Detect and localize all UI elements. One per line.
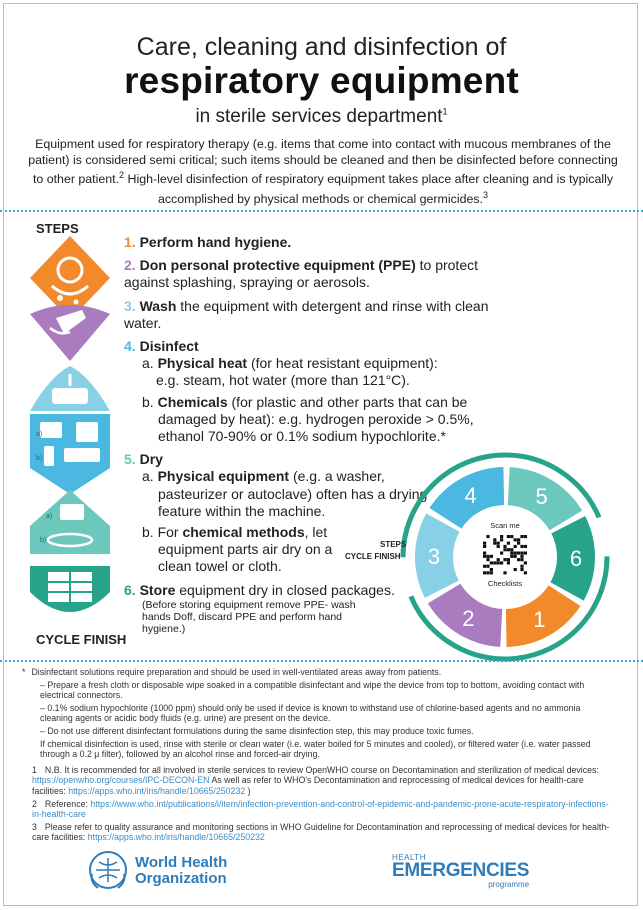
title-line-1: Care, cleaning and disinfection of <box>136 33 507 61</box>
step-2: 2. Don personal protective equipment (PPE) to protect against splashing, spraying or aerosols. <box>124 257 478 291</box>
svg-text:a): a) <box>46 513 53 520</box>
note-item: If chemical disinfection is used, rinse with sterile or clean water (i.e. water boiled for 5 minutes and cooled), or filtered water (i.e. water passed through a 0.2 μ filter), followed by an alcohol rinse and forced-air drying. <box>40 738 591 760</box>
wheel-number-3: 3 <box>427 543 441 569</box>
step-number: 5. <box>124 451 136 468</box>
footnote-1: 1 N.B. It is recommended for all involved in sterile services to review OpenWHO course on Decontamination and sterilization of medical devices: https://openwho.org/courses/IPC-DECON-EN As well as refer to WHO's Decontamination and reprocessing of medical devices for health-care facilities: https://apps.who.int/iris/handle/10665/250232 ) <box>32 764 599 796</box>
health-emergencies-logo: HEALTH EMERGENCIES programme <box>392 853 530 889</box>
step-5a: a. Physical equipment (e.g. a washer, pasteurizer or autoclave) often has a drying feature within the machine. <box>142 468 428 519</box>
scan-me-label: Scan me <box>490 521 520 530</box>
note-item: – 0.1% sodium hypochlorite (1000 ppm) should only be used if device is known to withstand use of chlorine-based agents and no ammonia cleaning agents or acidic body fluids (e.g. urine) are present on the device. <box>40 702 581 724</box>
who-logo-text: World Health Organization <box>135 854 228 887</box>
note-item: – Do not use different disinfectant formulations during the same disinfection step, this may produce toxic fumes. <box>40 725 474 736</box>
svg-text:b): b) <box>36 455 43 462</box>
disinfect-equipment-icon <box>30 414 110 494</box>
wheel-cycle-label: CYCLE FINISH <box>345 552 401 561</box>
divider-top <box>0 210 643 212</box>
store-cabinet-icon <box>30 566 110 612</box>
step-1: 1. Perform hand hygiene. <box>124 234 292 250</box>
wheel-number-4: 4 <box>464 482 477 508</box>
footnote-link[interactable]: https://www.who.int/publications/i/item/infection-prevention-and-control-of-epidemic-and-pandemic-prone-acute-respiratory-infections-in-health-care <box>32 798 609 820</box>
step-number: 3. <box>124 297 136 314</box>
cycle-finish-heading: CYCLE FINISH <box>36 632 127 647</box>
title-line-3: in sterile services department$^1$ <box>195 106 448 127</box>
note-item: – Prepare a fresh cloth or disposable wipe soaked in a compatible disinfectant and wipe the device from top to bottom, avoiding contact with electrical connectors. <box>40 679 585 701</box>
footnote-link[interactable]: https://openwho.org/courses/IPC-DECON-EN <box>32 775 210 786</box>
footnotes <box>22 667 612 845</box>
cycle-wheel <box>400 452 610 662</box>
divider-bottom <box>0 660 643 662</box>
step-5b: b. For chemical methods, let equipment parts air dry on a clean towel or cloth. <box>142 524 333 575</box>
footnote-3: 3 Please refer to quality assurance and monitoring sections in WHO Guideline for Decontamination and reprocessing of medical devices for health-care facilities: https://apps.who.int/iris/handle/10665/250232 <box>32 821 610 843</box>
wash-sink-icon <box>30 366 110 411</box>
step-4a-detail: e.g. steam, hot water (more than 121°C). <box>156 372 410 389</box>
footnote-2: 2 Reference: https://www.who.int/publications/i/item/infection-prevention-and-control-of-epidemic-and-pandemic-prone-acute-respiratory-infections-in-health-care <box>32 798 609 820</box>
svg-text:b): b) <box>40 537 47 544</box>
wheel-steps-label: STEPS <box>380 540 407 549</box>
footnote-link[interactable]: https://apps.who.int/iris/handle/10665/250232 <box>68 785 246 796</box>
step-number: 4. <box>124 338 136 355</box>
ref-mark: 1 <box>442 106 448 117</box>
step-4b: b. Chemicals (for plastic and other parts that can be damaged by heat): e.g. hydrogen peroxide > 0.5%, ethanol 70-90% or 0.1% sodium hypochlorite.* <box>142 393 474 445</box>
qr-code-icon <box>482 534 528 576</box>
intro-paragraph: Equipment used for respiratory therapy (e.g. items that come into contact with mucous membranes of the patient) is considered semi critical; such items should be cleaned and then be disinfected before connecting to other patient.$^2$ High-level disinfection of respiratory equipment takes place after cleaning and is typically accomplished by physical methods or chemical germicides.$^3$ <box>28 137 618 207</box>
wheel-number-6: 6 <box>569 546 583 572</box>
step-4a: a. Physical heat (for heat resistant equipment): <box>142 355 438 372</box>
step-number: 6. <box>124 581 136 598</box>
step-number: 1. <box>124 234 136 250</box>
wheel-number-2: 2 <box>462 605 475 631</box>
who-emblem-icon <box>86 848 130 892</box>
checklists-label: Checklists <box>487 579 523 588</box>
steps-heading: STEPS <box>36 221 79 236</box>
step-number: 2. <box>124 257 136 274</box>
step-4: 4. Disinfect <box>124 338 199 355</box>
step-5: 5. Dry <box>124 451 163 468</box>
wheel-number-5: 5 <box>535 484 548 510</box>
note-star: * Disinfectant solutions require preparation and should be used in well-ventilated areas away from patients. <box>22 667 442 677</box>
ppe-gloves-icon <box>30 305 110 361</box>
step-icons-column <box>30 236 110 631</box>
step-6: 6. Store equipment dry in closed packages. <box>124 581 395 598</box>
page-title: respiratory equipment <box>124 60 519 101</box>
step-6-note: (Before storing equipment remove PPE- wash hands Doff, discard PPE and perform hand hygiene.) <box>142 598 356 635</box>
footnote-link[interactable]: https://apps.who.int/iris/handle/10665/250232 <box>87 832 265 843</box>
dry-equipment-icon <box>30 490 110 554</box>
wheel-number-1: 1 <box>533 607 546 633</box>
svg-text:a): a) <box>36 431 43 438</box>
step-3: 3. Wash the equipment with detergent and rinse with clean water. <box>124 297 489 331</box>
